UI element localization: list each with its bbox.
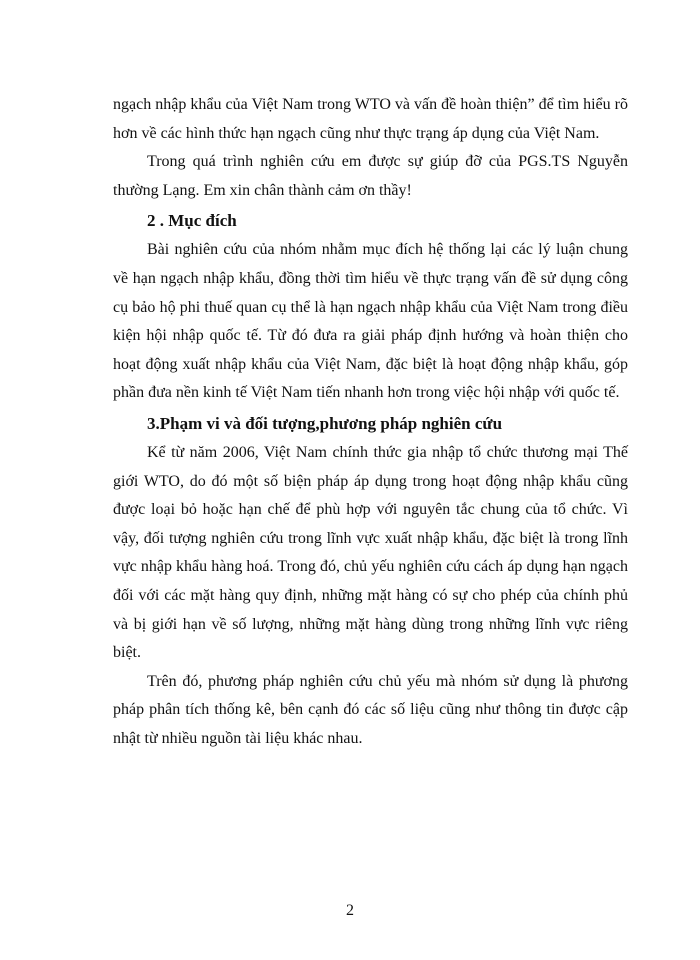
paragraph-method: Trên đó, phương pháp nghiên cứu chủ yếu mà nhóm sử dụng là phương pháp phân tích thống kê, bên cạnh đó các số liệu cũng như thông tin được cập nhật từ nhiều nguồn tài liệu khác nhau. <box>113 672 628 747</box>
page-number: 2 <box>346 902 354 919</box>
paragraph-purpose: Bài nghiên cứu của nhóm nhằm mục đích hệ thống lại các lý luận chung về hạn ngạch nhập khẩu, đồng thời tìm hiểu về thực trạng vấn đề sử dụng công cụ bảo hộ phi thuế quan cụ thể là hạn ngạch nhập khẩu của Việt Nam trong điều kiện hội nhập quốc tế. Từ đó đưa ra giải pháp định hướng và hoàn thiện cho hoạt động xuất nhập khẩu của Việt Nam, đặc biệt là hoạt động nhập khẩu, góp phần đưa nền kinh tế Việt Nam tiến nhanh hơn trong việc hội nhập với quốc tế. <box>113 241 628 402</box>
paragraph-acknowledgement: Trong quá trình nghiên cứu em được sự giúp đỡ của PGS.TS Nguyễn thường Lạng. Em xin chân thành cảm ơn thầy! <box>113 153 628 199</box>
document-body <box>113 91 628 753</box>
paragraph-scope: Kể từ năm 2006, Việt Nam chính thức gia nhập tổ chức thương mại Thế giới WTO, do đó một số biện pháp áp dụng trong hoạt động nhập khẩu cũng được loại bỏ hoặc hạn chế để phù hợp với nguyên tắc chung của tổ chức. Vì vậy, đối tượng nghiên cứu trong lĩnh vực xuất nhập khẩu, đặc biệt là trong lĩnh vực nhập khẩu hàng hoá. Trong đó, chủ yếu nghiên cứu cách áp dụng hạn ngạch đối với các mặt hàng quy định, những mặt hàng có sự cho phép của chính phủ và bị giới hạn về số lượng, những mặt hàng dùng trong những lĩnh vực riêng biệt. <box>113 443 628 662</box>
section-heading-purpose: 2 . Mục đích <box>147 211 237 231</box>
paragraph-intro-continuation: ngạch nhập khẩu của Việt Nam trong WTO và vấn đề hoàn thiện” để tìm hiểu rõ hơn về các hình thức hạn ngạch cũng như thực trạng áp dụng của Việt Nam. <box>113 96 628 142</box>
section-heading-scope: 3.Phạm vi và đối tượng,phương pháp nghiên cứu <box>147 413 503 433</box>
